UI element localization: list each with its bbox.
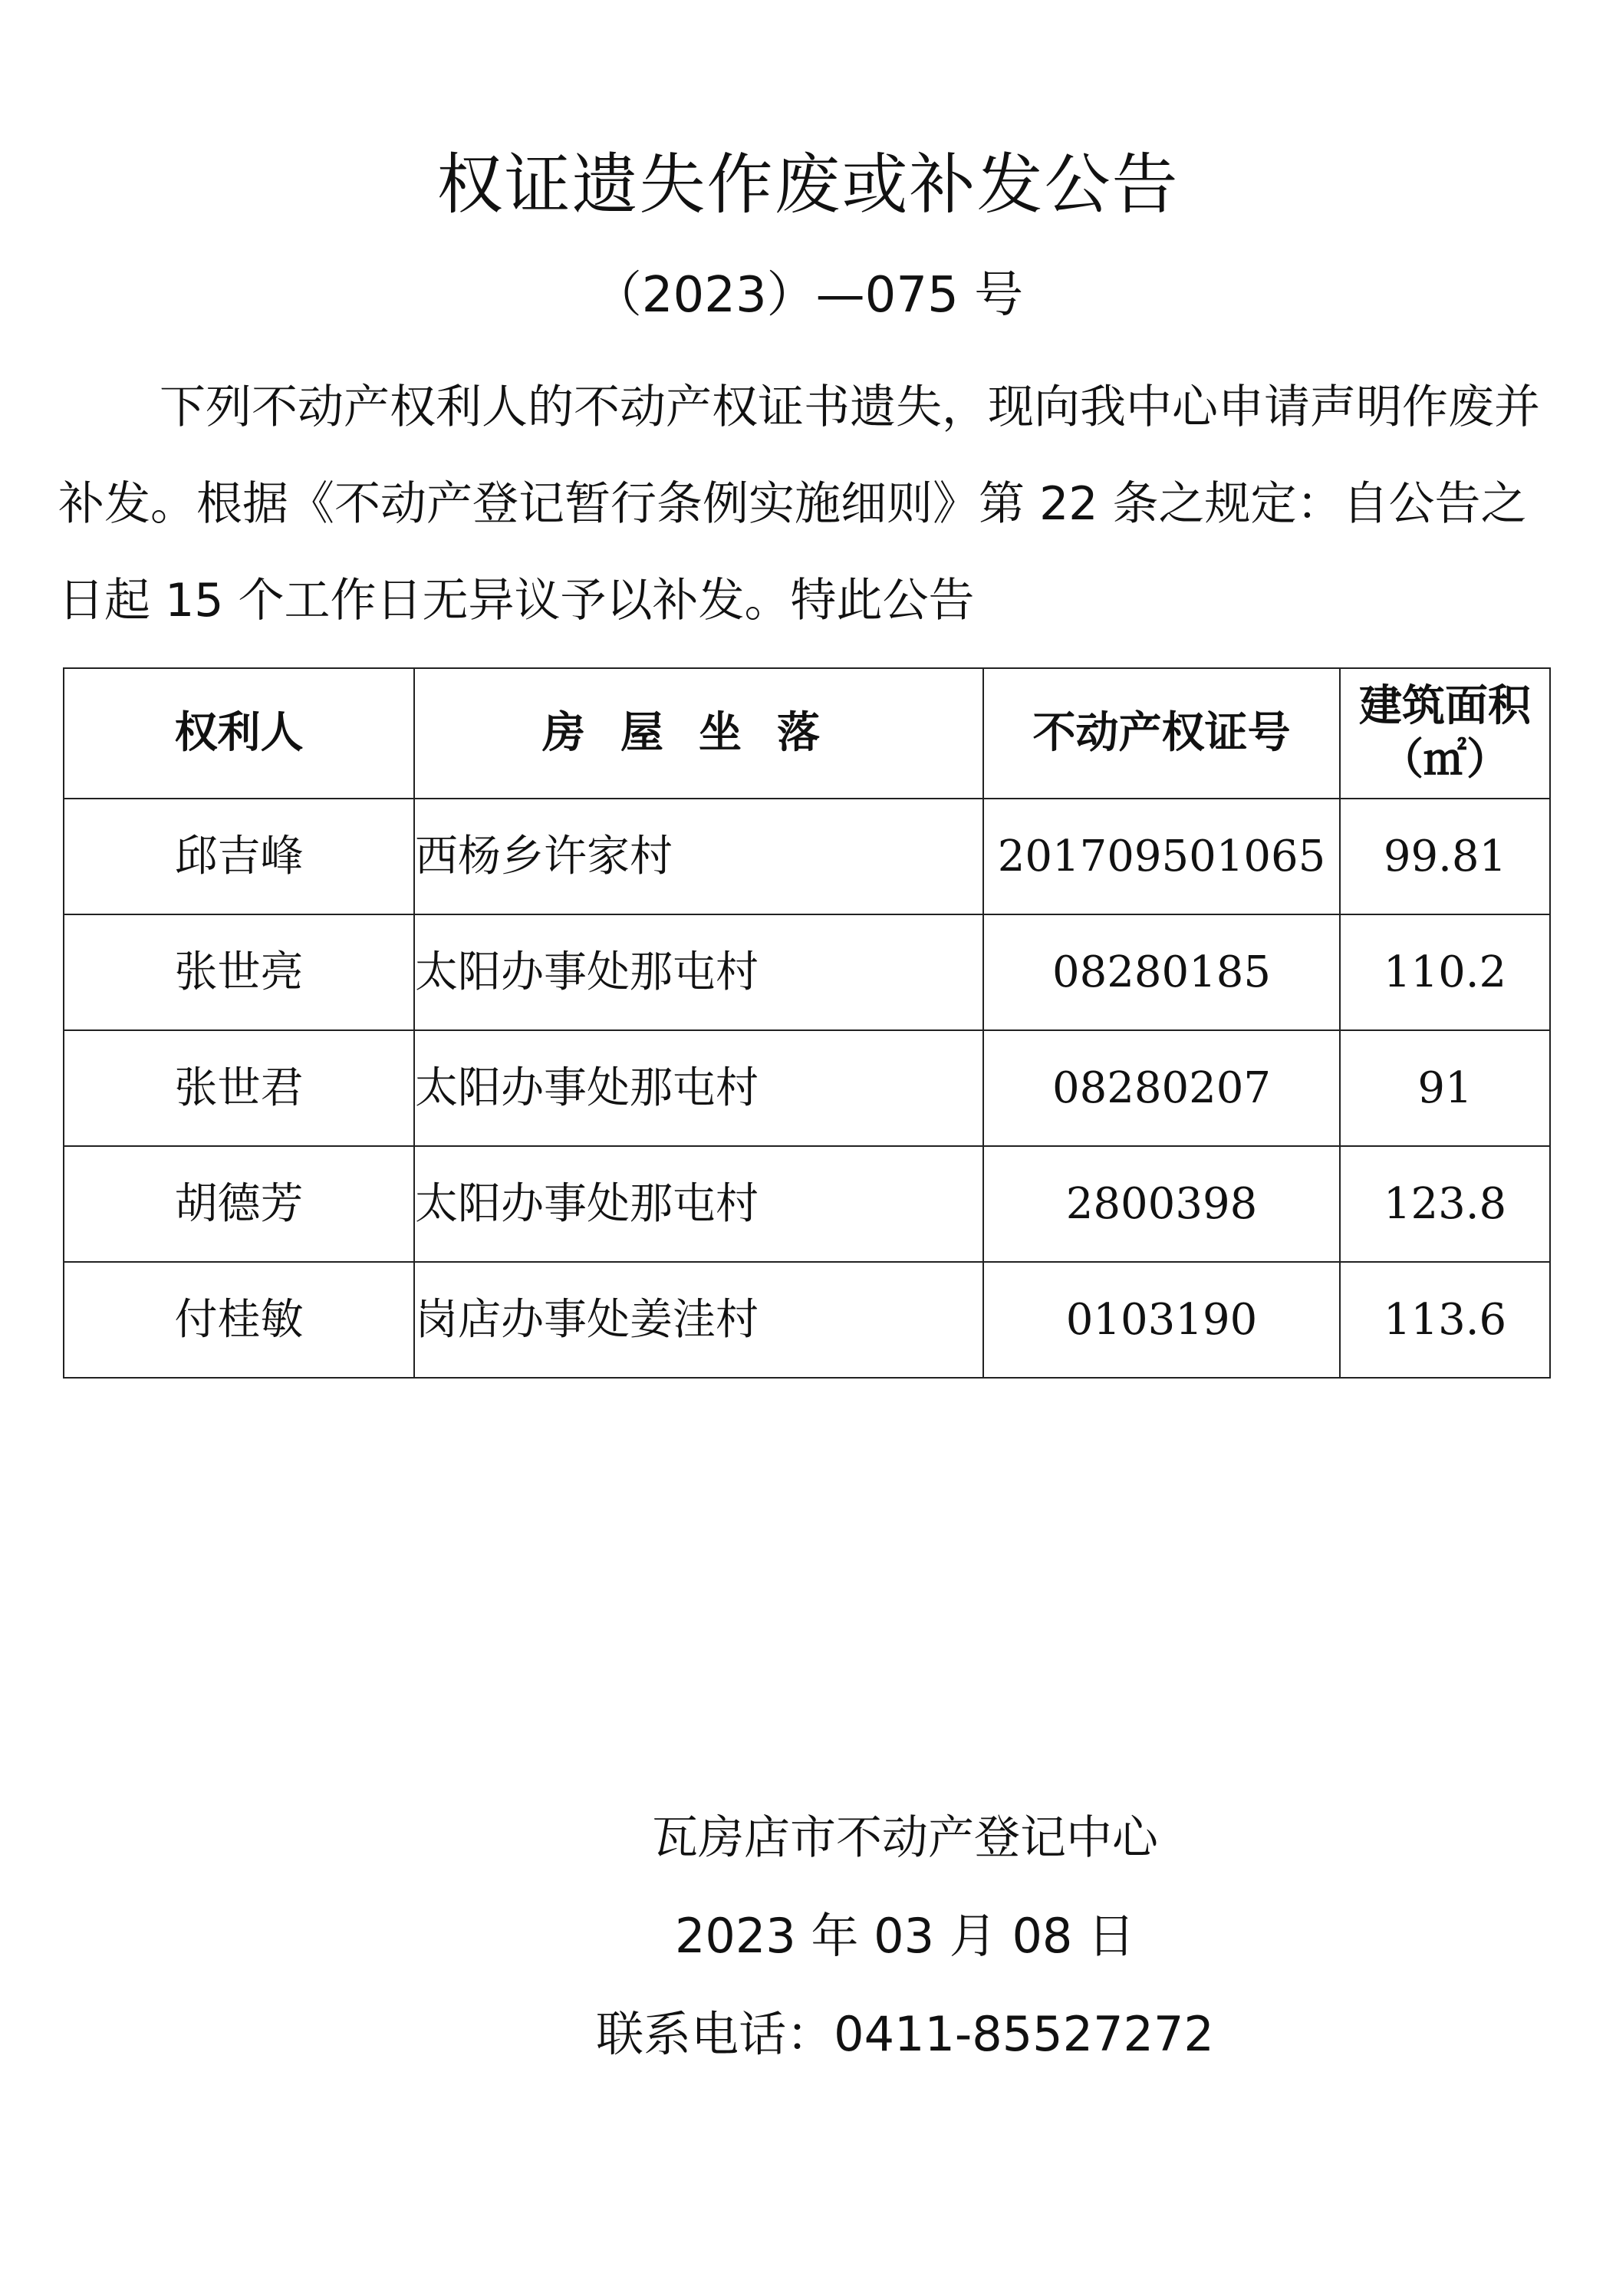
table-row: [64, 1262, 1550, 1378]
cell-owner: 邱吉峰: [64, 799, 414, 914]
issuing-organization: 瓦房店市不动产登记中心: [652, 1811, 1158, 1865]
table-row: [64, 799, 1550, 914]
cell-cert-no: 08280185: [983, 914, 1340, 1030]
header-area: [1340, 668, 1550, 799]
header-owner: 权利人: [64, 668, 414, 799]
cell-area: 99.81: [1340, 799, 1550, 914]
cell-cert-no: 08280207: [983, 1030, 1340, 1146]
table-row: [64, 1146, 1550, 1262]
header-location: [414, 668, 983, 799]
cell-area: 113.6: [1340, 1262, 1550, 1378]
cell-owner: 张世亮: [64, 914, 414, 1030]
notice-body: 下列不动产权利人的不动产权证书遗失，现向我中心申请声明作废并补发。根据《不动产登记暂行条例实施细则》第 22 条之规定：自公告之日起 15 个工作日无异议予以补发。特此公告: [58, 380, 1540, 628]
cell-area: 110.2: [1340, 914, 1550, 1030]
header-area-line2: （㎡）: [1381, 735, 1509, 785]
cell-cert-no: 201709501065: [983, 799, 1340, 914]
header-location-label: 房屋坐落: [542, 708, 855, 758]
table-row: [64, 1030, 1550, 1146]
cell-owner: 张世君: [64, 1030, 414, 1146]
issue-date: 2023 年 03 月 08 日: [674, 1908, 1136, 1964]
cell-area: 123.8: [1340, 1146, 1550, 1262]
header-area-line1: 建筑面积: [1359, 681, 1531, 731]
cell-cert-no: 0103190: [983, 1262, 1340, 1378]
table-header-row: [64, 668, 1550, 799]
table-row: [64, 914, 1550, 1030]
cell-location: 太阳办事处那屯村: [414, 1146, 983, 1262]
cell-owner: 胡德芳: [64, 1146, 414, 1262]
cell-area: 91: [1340, 1030, 1550, 1146]
cell-location: 岗店办事处姜洼村: [414, 1262, 983, 1378]
header-cert-no: 不动产权证号: [983, 668, 1340, 799]
cell-location: 太阳办事处那屯村: [414, 1030, 983, 1146]
notice-title: 权证遗失作废或补发公告: [436, 147, 1180, 223]
records-table: [63, 667, 1551, 1379]
document-number: （2023）—075 号: [592, 267, 1024, 324]
contact-phone: 联系电话：0411-85527272: [596, 2006, 1214, 2062]
cell-location: 西杨乡许家村: [414, 799, 983, 914]
cell-owner: 付桂敏: [64, 1262, 414, 1378]
cell-cert-no: 2800398: [983, 1146, 1340, 1262]
cell-location: 太阳办事处那屯村: [414, 914, 983, 1030]
